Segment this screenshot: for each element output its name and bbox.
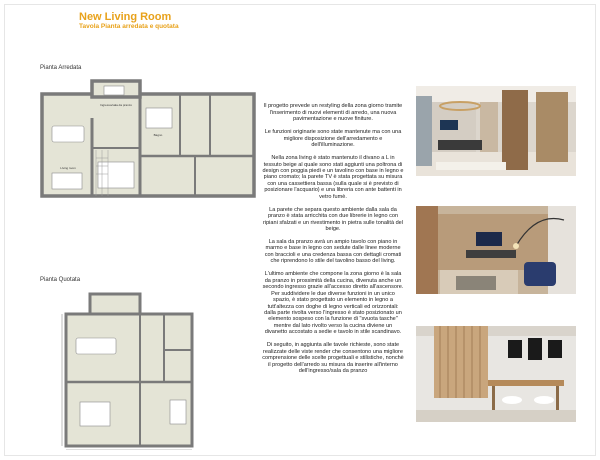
description-paragraph: La parete che separa questo ambiente dalla sala da pranzo è stata arricchita con due librerie in legno con ripiani sfalzati e un rivestimento in pietra sulle tonalità del beige. <box>263 206 403 233</box>
render-living-sofa <box>416 206 576 294</box>
project-description <box>262 97 404 381</box>
page-title: New Living Room <box>79 11 172 23</box>
description-paragraph: Di seguito, in aggiunta alle tavole richieste, sono state realizzate delle viste render che consentono una migliore comprensione delle scelte progettuali e stilistiche, nonchè il progetto dell'arredo su misura da inserire all'interno dell'ingresso/sala da pranzo <box>262 342 404 375</box>
description-paragraph: L'ultimo ambiente che compone la zona giorno è la sala da pranzo in prossimità della cucina, divenuta anche un secondo ingresso grazie all'accesso diretto all'ascensore. Per suddividere le due diverse funzioni in un unico spazio, è stato progettato un elemento in legno a tutt'altezza con doghe di legno verticali ed orizzontali: dalla parte rivolta verso l'ingresso è stato posizionato un elemento sospeso con la funzione di "svuota tasche" mentre dal lato rivolto verso la cucina diviene un divanetto accostato a sedie e tavolo in stile scandinavo. <box>262 271 404 336</box>
plan-room-label-bath: Bagno <box>153 133 163 137</box>
description-paragraph: Nella zona living è stato mantenuto il divano a L in tessuto beige al quale sono stati aggiunti una poltrona di design con poggia piedi e un tavolino con base in legno e piano cromato; la parete TV è stata progettata su misura con una cassettiera bassa (sulla quale si è previsto di posizionare l'acquario) e una libreria con ante battenti in vetro fumè. <box>262 155 404 200</box>
furnished-plan-label: Pianta Arredata <box>40 65 82 71</box>
description-paragraph: Il progetto prevede un restyling della zona giorno tramite l'inserimento di nuovi elementi di arredo, una nuova pavimentazione e nuove finiture. <box>263 103 403 123</box>
description-paragraph: La sala da pranzo avrà un ampio tavolo con piano in marmo e base in legno con sedute dalle linee moderne con braccioli e una credenza bassa con dettagli cromati che riprendono lo stile del tavolino basso del living. <box>264 238 402 265</box>
dimensioned-plan-label: Pianta Quotata <box>40 277 81 283</box>
furnished-floor-plan <box>40 78 260 198</box>
page-subtitle: Tavola Pianta arredata e quotata <box>79 23 179 30</box>
dimensioned-floor-plan <box>60 290 200 450</box>
description-paragraph: Le funzioni originarie sono state mantenute ma con una migliore disposizione dell'arredamento e dell'illuminazione. <box>264 129 402 149</box>
plan-room-label-living: Living room <box>60 166 76 170</box>
render-dining-corner <box>416 326 576 422</box>
plan-room-label-entry: Ingresso/sala da pranzo <box>99 103 133 107</box>
render-living-tv-wall <box>416 86 576 176</box>
